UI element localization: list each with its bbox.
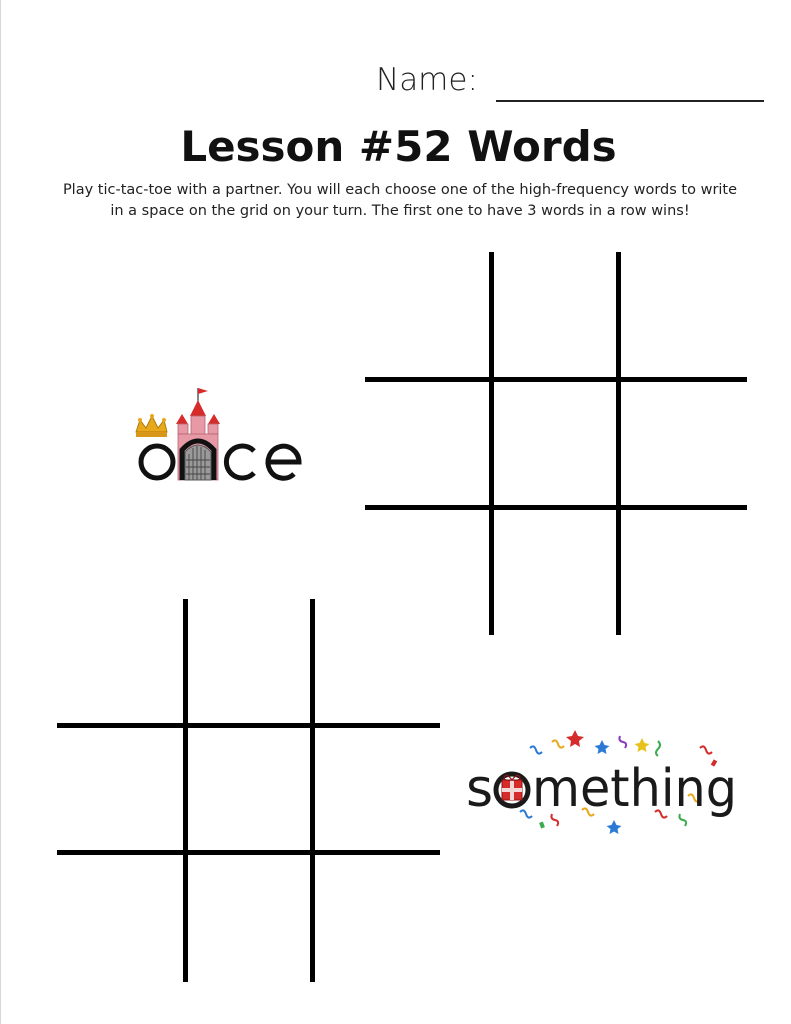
once-letter-e bbox=[268, 446, 299, 478]
something-word-art bbox=[462, 722, 747, 842]
crown-icon bbox=[136, 414, 167, 437]
once-letter-c bbox=[226, 446, 254, 478]
instructions bbox=[30, 180, 770, 222]
grid-2-vertical-line-left bbox=[183, 599, 188, 982]
name-write-line[interactable] bbox=[496, 100, 764, 102]
tic-tac-toe-grid-1[interactable] bbox=[365, 252, 747, 635]
instructions-line-2: in a space on the grid on your turn. The first one to have 3 words in a row wins! bbox=[110, 203, 690, 219]
once-word-art bbox=[130, 380, 310, 490]
grid-1-horizontal-line-bottom bbox=[365, 505, 747, 510]
grid-1-vertical-line-left bbox=[489, 252, 494, 635]
grid-1-horizontal-line-top bbox=[365, 377, 747, 382]
grid-2-horizontal-line-top bbox=[57, 723, 440, 728]
grid-1-vertical-line-right bbox=[616, 252, 621, 635]
instructions-line-1: Play tic-tac-toe with a partner. You will each choose one of the high-frequency words to write bbox=[62, 182, 738, 198]
name-label: Name: bbox=[376, 62, 478, 98]
something-letters-rest: mething bbox=[532, 759, 737, 819]
page-title: Lesson #52 Words bbox=[180, 122, 617, 171]
grid-2-vertical-line-right bbox=[310, 599, 315, 982]
once-letter-o bbox=[141, 446, 173, 478]
something-letter-s: s bbox=[466, 759, 494, 819]
gift-icon bbox=[496, 774, 528, 806]
grid-2-horizontal-line-bottom bbox=[57, 850, 440, 855]
tic-tac-toe-grid-2[interactable] bbox=[57, 599, 440, 982]
